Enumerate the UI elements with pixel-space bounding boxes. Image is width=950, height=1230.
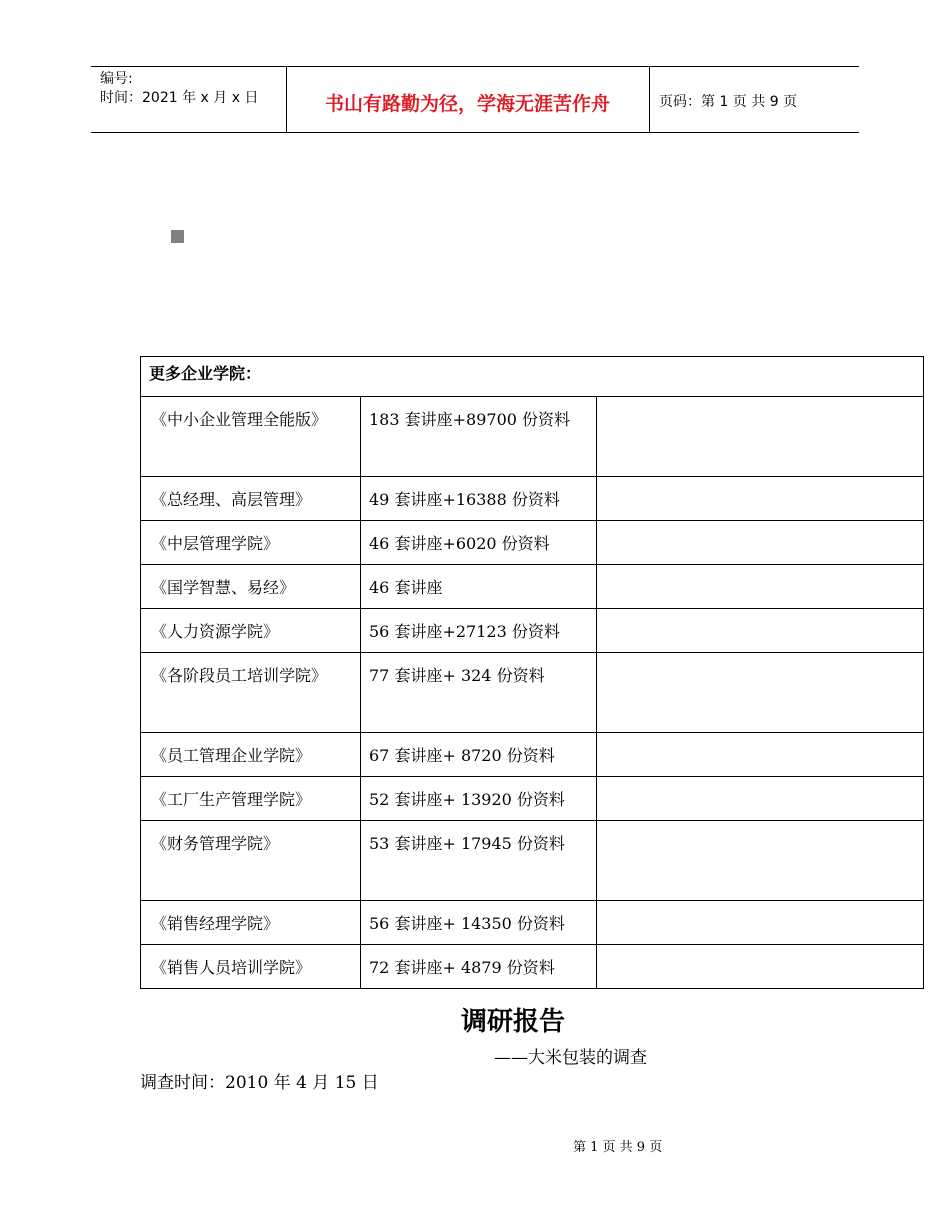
table-row bbox=[141, 821, 924, 901]
course-name: 《员工管理企业学院》 bbox=[141, 733, 361, 777]
course-detail: 72 套讲座+ 4879 份资料 bbox=[361, 945, 597, 989]
course-name: 《中小企业管理全能版》 bbox=[141, 397, 361, 477]
course-detail: 56 套讲座+ 14350 份资料 bbox=[361, 901, 597, 945]
course-extra bbox=[597, 565, 924, 609]
course-name: 《各阶段员工培训学院》 bbox=[141, 653, 361, 733]
course-name: 《财务管理学院》 bbox=[141, 821, 361, 901]
table-row bbox=[141, 609, 924, 653]
course-extra bbox=[597, 477, 924, 521]
course-extra bbox=[597, 521, 924, 565]
header-motto: 书山有路勤为径，学海无涯苦作舟 bbox=[324, 93, 610, 115]
table-row bbox=[141, 477, 924, 521]
course-name: 《国学智慧、易经》 bbox=[141, 565, 361, 609]
course-name: 《销售人员培训学院》 bbox=[141, 945, 361, 989]
table-row bbox=[141, 565, 924, 609]
course-extra bbox=[597, 945, 924, 989]
course-detail: 53 套讲座+ 17945 份资料 bbox=[361, 821, 597, 901]
header-meta bbox=[100, 70, 258, 108]
header-number-label: 编号: bbox=[100, 71, 133, 87]
table-row bbox=[141, 397, 924, 477]
table-heading: 更多企业学院： bbox=[141, 357, 924, 397]
square-bullet-icon bbox=[171, 230, 184, 243]
header-time-label: 时间：2021 年 x 月 x 日 bbox=[100, 90, 259, 106]
header-page-info: 页码：第 1 页 共 9 页 bbox=[659, 94, 798, 110]
course-extra bbox=[597, 777, 924, 821]
table-row bbox=[141, 945, 924, 989]
report-subtitle: ——大米包装的调查 bbox=[494, 1048, 647, 1068]
table-row bbox=[141, 521, 924, 565]
course-extra bbox=[597, 397, 924, 477]
table-row bbox=[141, 777, 924, 821]
course-detail: 56 套讲座+27123 份资料 bbox=[361, 609, 597, 653]
course-detail: 49 套讲座+16388 份资料 bbox=[361, 477, 597, 521]
academy-table bbox=[140, 356, 924, 989]
course-detail: 77 套讲座+ 324 份资料 bbox=[361, 653, 597, 733]
course-detail: 67 套讲座+ 8720 份资料 bbox=[361, 733, 597, 777]
footer-page-info: 第 1 页 共 9 页 bbox=[573, 1140, 663, 1155]
table-row bbox=[141, 653, 924, 733]
course-extra bbox=[597, 901, 924, 945]
course-name: 《中层管理学院》 bbox=[141, 521, 361, 565]
course-extra bbox=[597, 821, 924, 901]
course-extra bbox=[597, 733, 924, 777]
course-detail: 52 套讲座+ 13920 份资料 bbox=[361, 777, 597, 821]
course-name: 《总经理、高层管理》 bbox=[141, 477, 361, 521]
header-divider bbox=[649, 66, 650, 132]
course-extra bbox=[597, 653, 924, 733]
course-name: 《销售经理学院》 bbox=[141, 901, 361, 945]
report-title: 调研报告 bbox=[461, 1007, 566, 1037]
course-name: 《工厂生产管理学院》 bbox=[141, 777, 361, 821]
table-row bbox=[141, 901, 924, 945]
course-detail: 183 套讲座+89700 份资料 bbox=[361, 397, 597, 477]
course-name: 《人力资源学院》 bbox=[141, 609, 361, 653]
header-bottom-rule bbox=[91, 132, 859, 133]
table-row bbox=[141, 733, 924, 777]
header-top-rule bbox=[91, 66, 859, 67]
table-heading-row bbox=[141, 357, 924, 397]
survey-date: 调查时间：2010 年 4 月 15 日 bbox=[140, 1073, 379, 1093]
course-detail: 46 套讲座+6020 份资料 bbox=[361, 521, 597, 565]
course-extra bbox=[597, 609, 924, 653]
course-detail: 46 套讲座 bbox=[361, 565, 597, 609]
